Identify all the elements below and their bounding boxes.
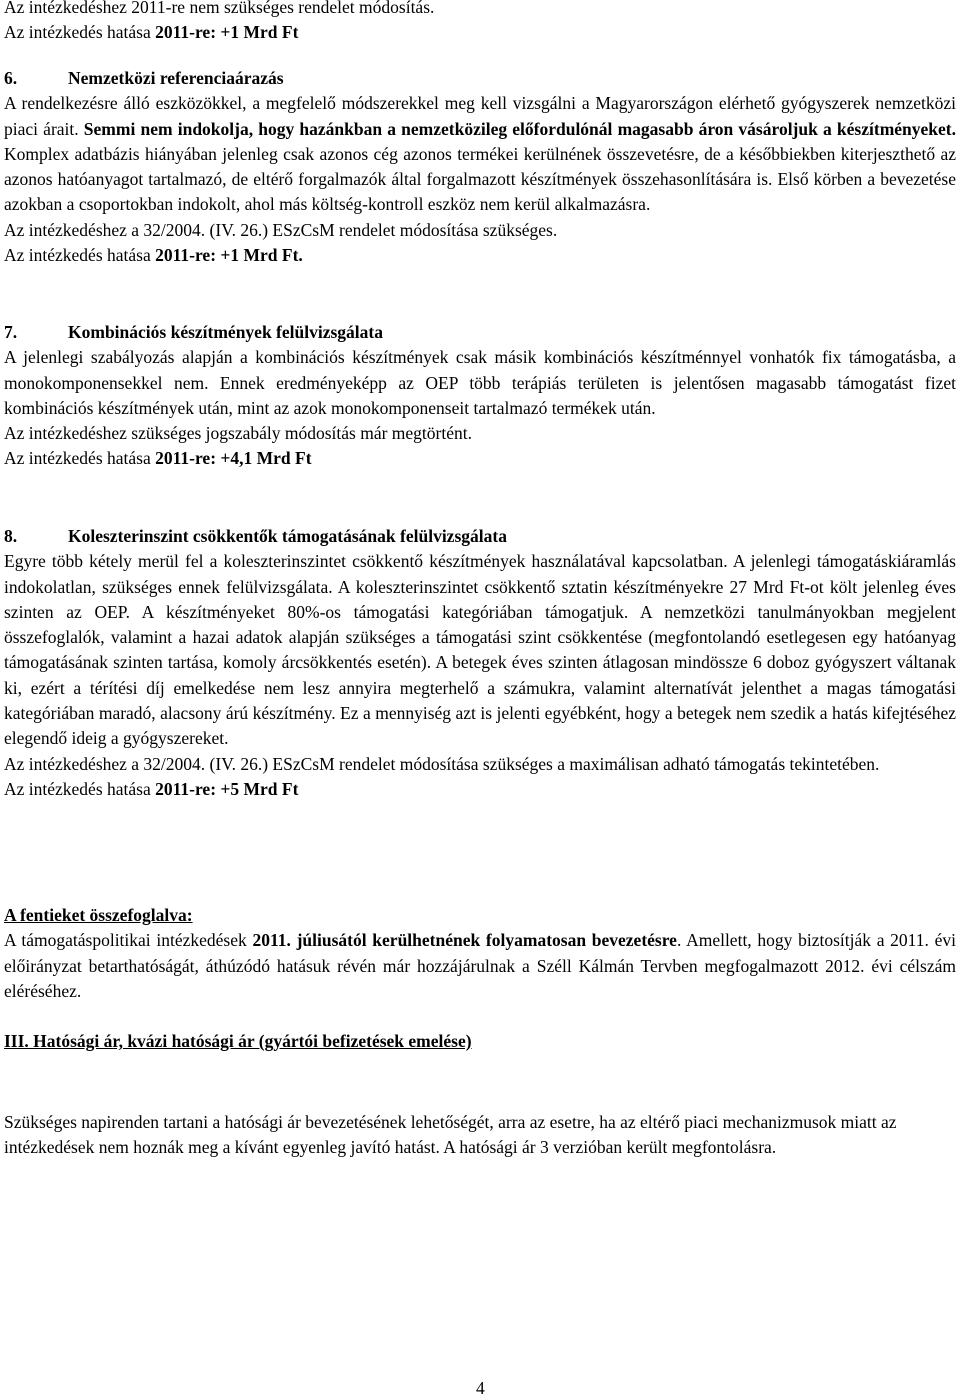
section-title: Koleszterinszint csökkentők támogatásának felülvizsgálata [68, 526, 507, 546]
summary-emphasis: 2011. júliusától kerülhetnének folyamatosan bevezetésre [252, 930, 677, 951]
document-page [4, 0, 956, 1398]
chapter-body: Szükséges napirenden tartani a hatósági ár bevezetésének lehetőségét, arra az esetre, ha az eltérő piaci mechanizmusok miatt az intézkedések nem hoznák meg a kívánt egyenleg javító hatást. A hatósági ár 3 verzióban került megfontolásra. [4, 1112, 897, 1158]
section-7-heading [4, 320, 956, 345]
summary-body: A támogatáspolitikai intézkedések 2011. júliusától kerülhetnének folyamatosan bevezetésre. Amellett, hogy biztosítják a 2011. évi előirányzat betarthatóságát, áthúzódó hatásuk révén már hozzájárulnak a Széll Kálmán Tervben megfogalmazott 2012. évi célszám eléréséhez. [4, 930, 956, 1001]
section-number: 6. [4, 68, 18, 88]
summary-block [4, 903, 956, 1004]
section-7-body: A jelenlegi szabályozás alapján a kombinációs készítmények csak másik kombinációs készítménnyel vonhatók fix támogatásba, a monokomponensekkel nem. Ennek eredményeképp az OEP több terápiás területen is jelentősen magasabb támogatást fizet kombinációs készítmények után, mint az azok monokomponenseit tartalmazó termékek után. [4, 347, 956, 418]
chapter-heading: III. Hatósági ár, kvázi hatósági ár (gyártói befizetések emelése) [4, 1031, 472, 1051]
chapter-heading-block [4, 1029, 956, 1054]
intro-line-2: Az intézkedés hatása 2011-re: +1 Mrd Ft [4, 22, 299, 43]
intro-block [4, 0, 956, 46]
section-8-impact: Az intézkedés hatása 2011-re: +5 Mrd Ft [4, 778, 299, 799]
section-8 [4, 524, 956, 802]
page-number: 4 [476, 1378, 485, 1398]
summary-heading: A fentieket összefoglalva: [4, 905, 193, 925]
section-6-emphasis: Semmi nem indokolja, hogy hazánkban a nemzetközileg előfordulónál magasabb áron vásároljuk a készítményeket. [78, 118, 956, 139]
section-title: Nemzetközi referenciaárazás [68, 68, 284, 88]
section-number: 7. [4, 322, 18, 342]
section-6-impact: Az intézkedés hatása 2011-re: +1 Mrd Ft. [4, 245, 303, 266]
section-8-body: Egyre több kétely merül fel a koleszterinszintet csökkentő készítmények használatával kapcsolatban. A jelenlegi támogatáskiáramlás indokolatlan, szükséges ennek felülvizsgálata. A koleszterinszintet csökkentő sztatin készítményekre 27 Mrd Ft-ot költ jelenleg éves szinten az OEP. A készítményeket 80%-os támogatási kategóriában támogatjuk. A nemzetközi tanulmányokban megjelent összefoglalók, valamint a hazai adatok alapján szükséges a támogatási szint csökkentése (megfontolandó esetlegesen egy hatóanyag támogatásának szinten tartása, komoly árcsökkentés esetén). A betegek éves szinten átlagosan mindössze 6 doboz gyógyszert váltanak ki, ezért a térítési díj emelkedése nem lesz annyira megterhelő a számukra, valamint alternatívát jelenthet a magas támogatási kategóriában maradó, alacsony árú készítmény. Ez a mennyiség azt is jelenti egyébként, hogy a betegek nem szedik a hatás kifejtéséhez elegendő ideig a gyógyszereket. [4, 551, 956, 749]
intro-impact: 2011-re: +1 Mrd Ft [155, 22, 299, 43]
section-6-body: A rendelkezésre álló eszközökkel, a megfelelő módszerekkel meg kell vizsgálni a Magyarországon elérhető gyógyszerek nemzetközi piaci árait. Semmi nem indokolja, hogy hazánkban a nemzetközileg előfordulónál magasabb áron vásároljuk a készítményeket. Komplex adatbázis hiányában jelenleg csak azonos cég azonos termékei kerülnének összevetésre, de a későbbiekben kiterjeszthető az azonos hatóanyagot tartalmazó, de eltérő forgalmazók által forgalmazott készítmények összehasonlítására is. Első körben a bevezetése azokban a csoportokban indokolt, ahol más költség-kontroll eszköz nem kerül alkalmazásra. [4, 93, 956, 215]
section-6-legal: Az intézkedéshez a 32/2004. (IV. 26.) ESzCsM rendelet módosítása szükséges. [4, 219, 558, 240]
section-7-legal: Az intézkedéshez szükséges jogszabály módosítás már megtörtént. [4, 423, 472, 444]
section-6 [4, 66, 956, 268]
section-8-legal: Az intézkedéshez a 32/2004. (IV. 26.) ESzCsM rendelet módosítása szükséges a maximálisan adható támogatás tekintetében. [4, 753, 880, 774]
chapter-body-block [4, 1110, 956, 1161]
section-7-impact: Az intézkedés hatása 2011-re: +4,1 Mrd Ft [4, 448, 312, 469]
intro-line-1: Az intézkedéshez 2011-re nem szükséges rendelet módosítás. [4, 0, 435, 17]
section-6-heading [4, 66, 956, 91]
section-7 [4, 320, 956, 472]
section-8-heading [4, 524, 956, 549]
section-number: 8. [4, 526, 18, 546]
section-title: Kombinációs készítmények felülvizsgálata [68, 322, 383, 342]
